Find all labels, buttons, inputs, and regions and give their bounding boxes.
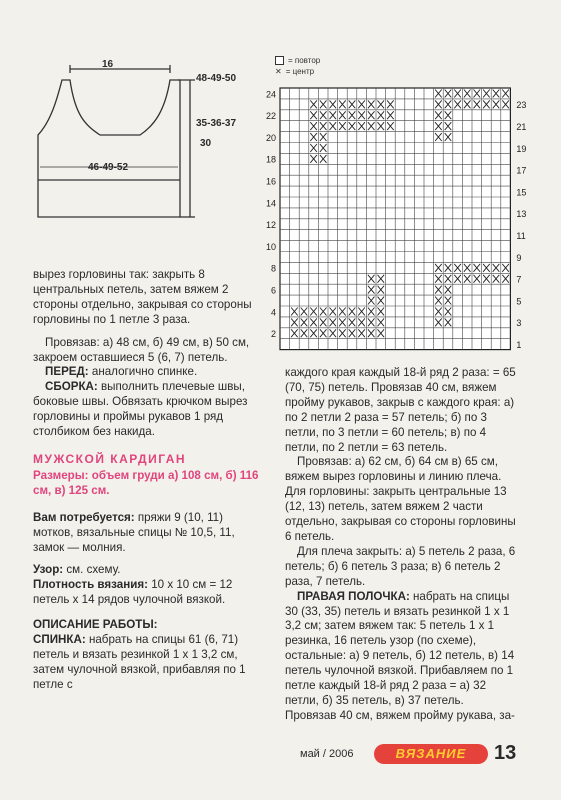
density-paragraph: Плотность вязания: 10 х 10 см = 12 петель х 14 рядов чулочной вязкой. [33, 578, 233, 607]
chart-row-label-left: 18 [265, 154, 276, 165]
knitting-chart [262, 80, 527, 360]
chart-row-label-right: 19 [516, 143, 527, 154]
knit-length-text: Провязав: а) 48 см, б) 49 см, в) 50 см, закроем оставшиеся 5 (6, 7) петель. [33, 335, 250, 364]
legend-repeat: = повтор [275, 55, 320, 66]
work-heading: ОПИСАНИЕ РАБОТЫ: [33, 618, 158, 632]
chart-row-label-left: 6 [270, 285, 276, 296]
chart-row-label-left: 20 [265, 132, 276, 143]
chart-row-label-left: 14 [265, 198, 276, 209]
chart-row-label-right: 5 [516, 296, 522, 307]
chart-row-label-right: 3 [516, 318, 522, 329]
right-column [285, 366, 517, 724]
dim-right-low: 30 [200, 138, 212, 149]
page-footer [300, 742, 530, 768]
chart-row-label-left: 16 [265, 176, 276, 187]
page-number: 13 [494, 742, 517, 764]
chart-row-label-right: 21 [516, 121, 527, 132]
chart-row-label-right: 13 [516, 209, 527, 220]
cross-icon: ✕ [275, 67, 282, 76]
sizes-text: Размеры: объем груди а) 108 см, б) 116 см, в) 125 см. [33, 468, 259, 497]
chart-row-label-left: 24 [265, 89, 276, 100]
issue-date: май / 2006 [300, 748, 354, 760]
chart-row-label-right: 17 [516, 165, 527, 176]
chart-row-label-right: 1 [516, 339, 522, 350]
shoulder-text: Для плеча закрыть: а) 5 петель 2 раза, 6 петель; б) 6 петель 3 раза; в) 6 петель 2 раза, 7 петель. [285, 544, 516, 588]
left-column [33, 268, 265, 693]
section-title: МУЖСКОЙ КАРДИГАН [33, 451, 187, 466]
chart-row-label-right: 15 [516, 187, 527, 198]
chart-row-label-left: 12 [265, 220, 276, 231]
right-front-paragraph: ПРАВАЯ ПОЛОЧКА: набрать на спицы 30 (33, 35) петель и вязать резинкой 1 х 1 3,2 см; затем вяжем так: 5 петель 1 х 1 резинка, 16 петель узор (по схеме), остальные: а) 9 петель, б) 12 петель, в) 14 петель чулочной вязкой. Прибавляем по 1 петле каждый 18-й ряд 2 раза = а) 32 петли, б) 35 петель, в) 37 петель. Провязав 40 см, вяжем пройму рукава, за- [285, 589, 515, 722]
neckline-shoulder-text: Провязав: а) 62 см, б) 64 см в) 65 см, вяжем вырез горловины и линию плеча. Для горловины: закрыть центральные 13 (12, 13) петель, затем вяжем 2 части отдельно, закрывая со стороны горловины 6 петель. [285, 455, 516, 543]
chart-row-label-right: 23 [516, 100, 527, 111]
chart-row-label-right: 7 [516, 274, 522, 285]
legend-center: ✕ = центр [275, 67, 315, 76]
chart-row-label-left: 4 [270, 307, 276, 318]
chart-row-label-right: 9 [516, 252, 522, 263]
dim-right-mid: 35-36-37 [196, 118, 237, 129]
chart-row-label-left: 22 [265, 111, 276, 122]
dim-right-top: 48-49-50 [196, 73, 237, 84]
square-icon [275, 56, 284, 65]
chart-row-label-left: 10 [265, 241, 276, 252]
neckline-text: вырез горловины так: закрыть 8 центральных петель, затем вяжем 2 стороны отдельно, закрывая со стороны горловины по 1 петле 3 раза. [33, 268, 252, 326]
materials-paragraph: Вам потребуется: пряжи 9 (10, 11) мотков, вязальные спицы № 10,5, 11, замок — молния. [33, 510, 235, 554]
magazine-logo: ВЯЗАНИЕ [374, 744, 488, 764]
assembly-paragraph: СБОРКА: выполнить плечевые швы, боковые швы. Обвязать крючком вырез горловины и проймы рукавов 1 ряд столбиком без накида. [33, 380, 248, 439]
back-paragraph: СПИНКА: набрать на спицы 61 (6, 71) петель и вязать резинкой 1 х 1 3,2 см, затем чулочной вязкой, прибавляя по 1 петле с [33, 633, 246, 691]
pattern-paragraph: Узор: см. схему. [33, 563, 121, 577]
chart-row-label-left: 2 [270, 329, 276, 340]
armhole-text: каждого края каждый 18-й ряд 2 раза: = 65 (70, 75) петель. Провязав 40 см, вяжем пройму рукавов, закрыв с каждого края: а) по 2 петли 2 раза = 57 петель; б) по 3 петли, по 3 петли = 60 петель; в) по 4 петли, по 2 петли = 63 петель. [285, 366, 516, 454]
dim-top-width: 16 [102, 59, 114, 70]
chart-row-label-right: 11 [516, 230, 526, 241]
front-paragraph: ПЕРЕД: аналогично спинке. [45, 365, 198, 379]
chart-row-label-left: 8 [270, 263, 276, 274]
chart-legend [275, 55, 320, 77]
dim-bottom-width: 46-49-52 [88, 162, 129, 173]
